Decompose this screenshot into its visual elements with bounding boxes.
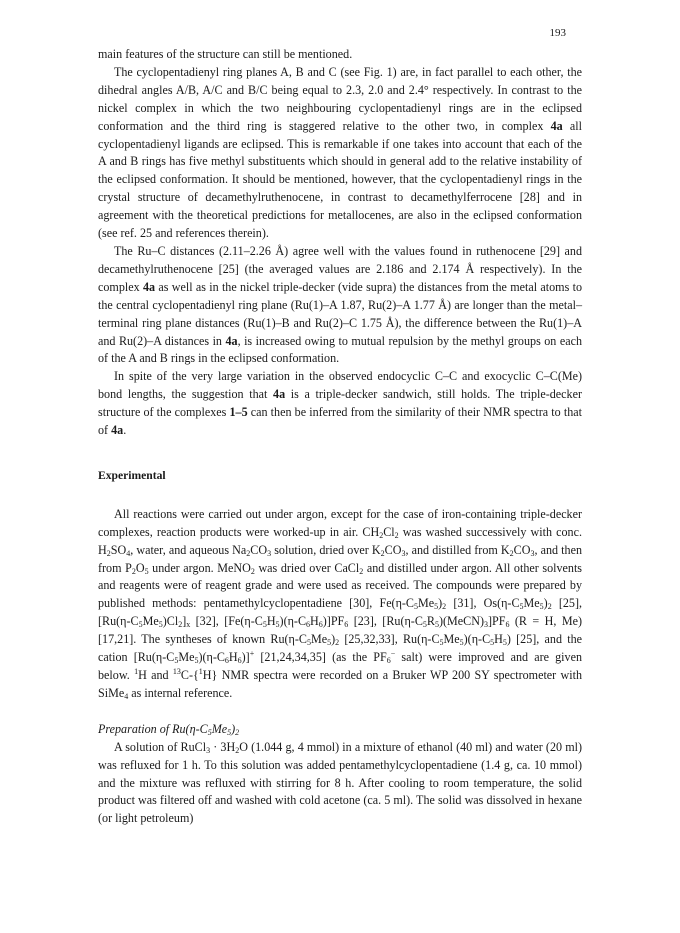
section-heading-experimental: Experimental	[98, 468, 166, 482]
compound-ref: 4a	[550, 118, 563, 133]
paragraph-structure-intro: main features of the structure can still be mentioned.	[98, 47, 353, 61]
compound-ref: 4a	[142, 279, 156, 294]
page-number: 193	[549, 27, 566, 39]
compound-ref: 1–5	[229, 405, 248, 420]
paragraph-experimental-general: All reactions were carried out under argon, except for the case of iron-containing triple-decker complexes, reaction products were worked-up in air. $CH_2Cl_2$ was washed successively with conc. $H_2SO_4$, water, and aqueous $Na_2CO_3$ solution, dried over $K_2CO_3$, and distilled from $K_2CO_3$, and then from $P_2O_5$ under argon. MeNO$_2$ was dried over CaCl$_2$ and distilled under argon. All other solvents and reagents were of reagent grade and were used as received. The compounds were prepared by published methods: pentamethylcyclopentadiene [30], $Fe(\eta-C_5Me_5)_2$ [31], $Os(\eta-C_5Me_5)_2$ [25], $[Ru(\eta-C_5Me_5)Cl_2]_x$ [32], $[Fe(\eta-C_5H_5)(\eta-C_6H_6)]PF_6$ [23], $[Ru(\eta-C_5R_5)(MeCN)_3]PF_6$ (R = H, Me) [17,21]. The syntheses of known $Ru(\eta-C_5Me_5)_2$ [25,32,33], $Ru(\eta-C_5Me_5)(\eta-C_5H_5)$ [25], and the cation $[Ru(\eta-C_5Me_5)(\eta-C_6H_6)]^+$ [21,24,34,35] (as the $PF_6^-$ salt) were improved and are given below. $^1$H and $^{13}$C-{$^1$H} NMR spectra were recorded on a Bruker WP 200 SY spectrometer with SiMe$_4$ as internal reference.	[98, 506, 583, 701]
article-body	[98, 46, 582, 828]
compound-ref: 4a	[225, 333, 238, 348]
compound-ref: 4a	[273, 387, 286, 402]
paragraph-preparation-procedure: A solution of RuCl$_3$ · $3H_2O$ (1.044 g, 4 mmol) in a mixture of ethanol (40 ml) and water (20 ml) was refluxed for 1 h. To this solution was added pentamethylcyclopentadiene (1.4 g, ca. 10 mmol) and the mixture was refluxed with stirring for 8 h. After cooling to room temperature, the solid product was filtered off and washed with cold acetone (ca. 5 ml). The solid was dissolved in hexane (or light petroleum)	[98, 739, 582, 826]
compound-ref: 4a	[111, 423, 124, 438]
paragraph-triple-decker: In spite of the very large variation in the observed endocyclic C–C and exocyclic C–C(Me) bond lengths, the suggestion that 4a is a triple-decker sandwich, still holds. The triple-decker structure of the complexes 1–5 can then be inferred from the similarity of their NMR spectra to that of 4a.	[98, 369, 582, 438]
paragraph-ru-c-distances: The Ru–C distances (2.11–2.26 Å) agree well with the values found in ruthenocene [29] and decamethylruthenocene [25] (the averaged values are 2.186 and 2.174 Å respectively). In the complex 4a as well as in the nickel triple-decker (vide supra) the distances from the metal atoms to the central cyclopentadienyl ring plane (Ru(1)–A 1.87, Ru(2)–A 1.77 Å) are longer than the metal–terminal ring plane distances (Ru(1)–B and Ru(2)–C 1.75 Å), the difference between the Ru(1)–A and Ru(2)–A distances in 4a, is increased owing to mutual repulsion by the methyl groups on each of the A and B rings in the eclipsed conformation.	[98, 243, 582, 366]
paragraph-ring-planes: The cyclopentadienyl ring planes A, B and C (see Fig. 1) are, in fact parallel to each other, the dihedral angles A/B, A/C and B/C being equal to 2.3, 2.0 and 2.4° respectively. In contrast to the nickel complex in which the two neighbouring cyclopentadienyl rings are in the eclipsed conformation and the third ring is staggered relative to the other two, in complex 4a all cyclopentadienyl ligands are eclipsed. This is remarkable if one takes into account that each of the A and B rings has five methyl substituents which should in general add to the relative instability of the eclipsed conformation. It should be mentioned, however, that the cyclopentadienyl rings in the crystal structure of decamethylruthenocene, in contrast to decamethylferrocene [28] and in agreement with the theoretical predictions for metallocenes, are also in the eclipsed conformation (see ref. 25 and references therein).	[98, 64, 582, 241]
subheading-preparation: Preparation of $Ru(\eta-C_5Me_5)_2$	[98, 721, 240, 737]
